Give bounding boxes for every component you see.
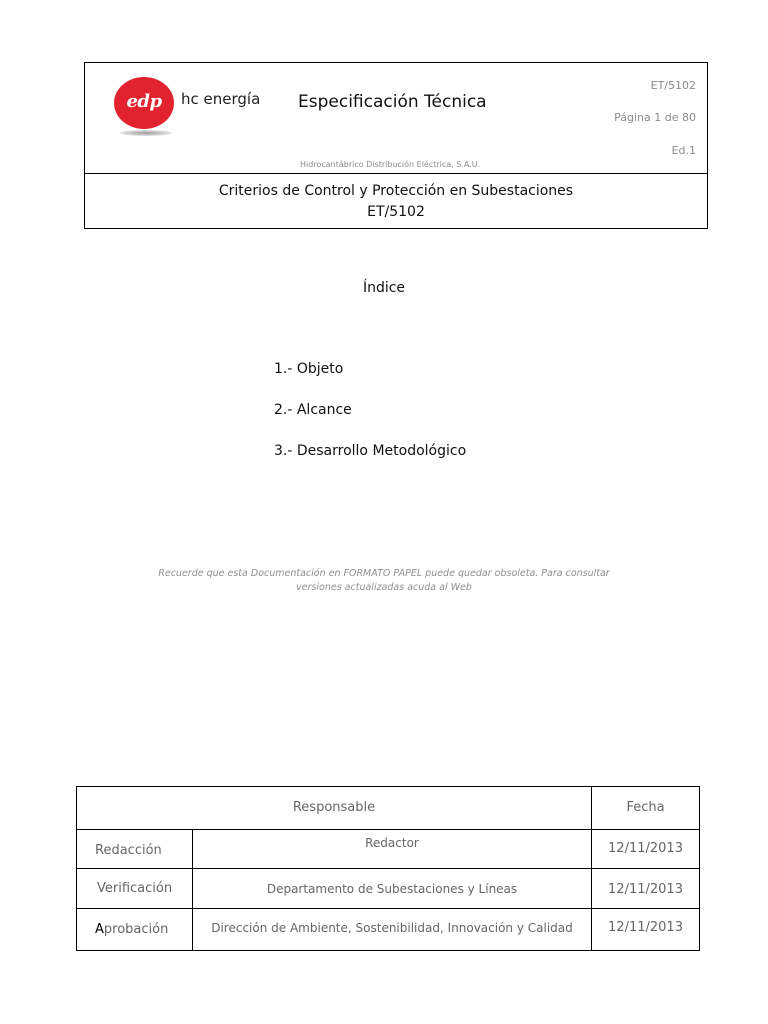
toc-item-alcance[interactable]: 2.- Alcance: [274, 402, 352, 418]
table-cell-role: Verificación: [97, 880, 173, 896]
document-type: Especificación Técnica: [298, 92, 487, 112]
obsolescence-notice: Recuerde que esta Documentación en FORMATO PAPEL puede quedar obsoleta. Para consultar versiones actualizadas acuda al Web: [158, 568, 610, 593]
document-title: Criterios de Control y Protección en Subestaciones: [218, 183, 574, 199]
table-cell-role: [77, 909, 192, 950]
table-cell-responsable: Departamento de Subestaciones y Líneas: [266, 881, 518, 896]
table-header-responsable: Responsable: [292, 800, 376, 815]
table-cell-responsable: Redactor: [365, 836, 419, 850]
company-name: Hidrocantábrico Distribución Eléctrica, S.A.U.: [300, 160, 481, 169]
index-heading: Índice: [362, 280, 406, 296]
role-rest: probación: [103, 921, 169, 937]
company-logo: [110, 74, 276, 138]
table-cell-fecha: 12/11/2013: [608, 920, 683, 935]
toc-item-objeto[interactable]: 1.- Objeto: [274, 361, 344, 377]
logo-shadow: [120, 130, 172, 136]
table-cell-responsable: Dirección de Ambiente, Sostenibilidad, Innovación y Calidad: [211, 920, 573, 935]
logo-wordmark: hc energía: [181, 90, 261, 108]
table-header-fecha: Fecha: [626, 800, 665, 815]
document-title-code: ET/5102: [367, 204, 425, 220]
table-cell-role: Redacción: [95, 843, 162, 858]
table-cell-fecha: 12/11/2013: [608, 882, 683, 897]
edition: Ed.1: [671, 144, 696, 157]
toc-item-desarrollo[interactable]: 3.- Desarrollo Metodológico: [274, 443, 467, 459]
header-divider: [84, 173, 708, 174]
table-cell-fecha: 12/11/2013: [608, 841, 683, 856]
edp-logo-mark: edp: [114, 77, 174, 129]
document-code: ET/5102: [650, 79, 696, 92]
page-number: Página 1 de 80: [614, 111, 696, 124]
role-initial: A: [95, 921, 104, 937]
